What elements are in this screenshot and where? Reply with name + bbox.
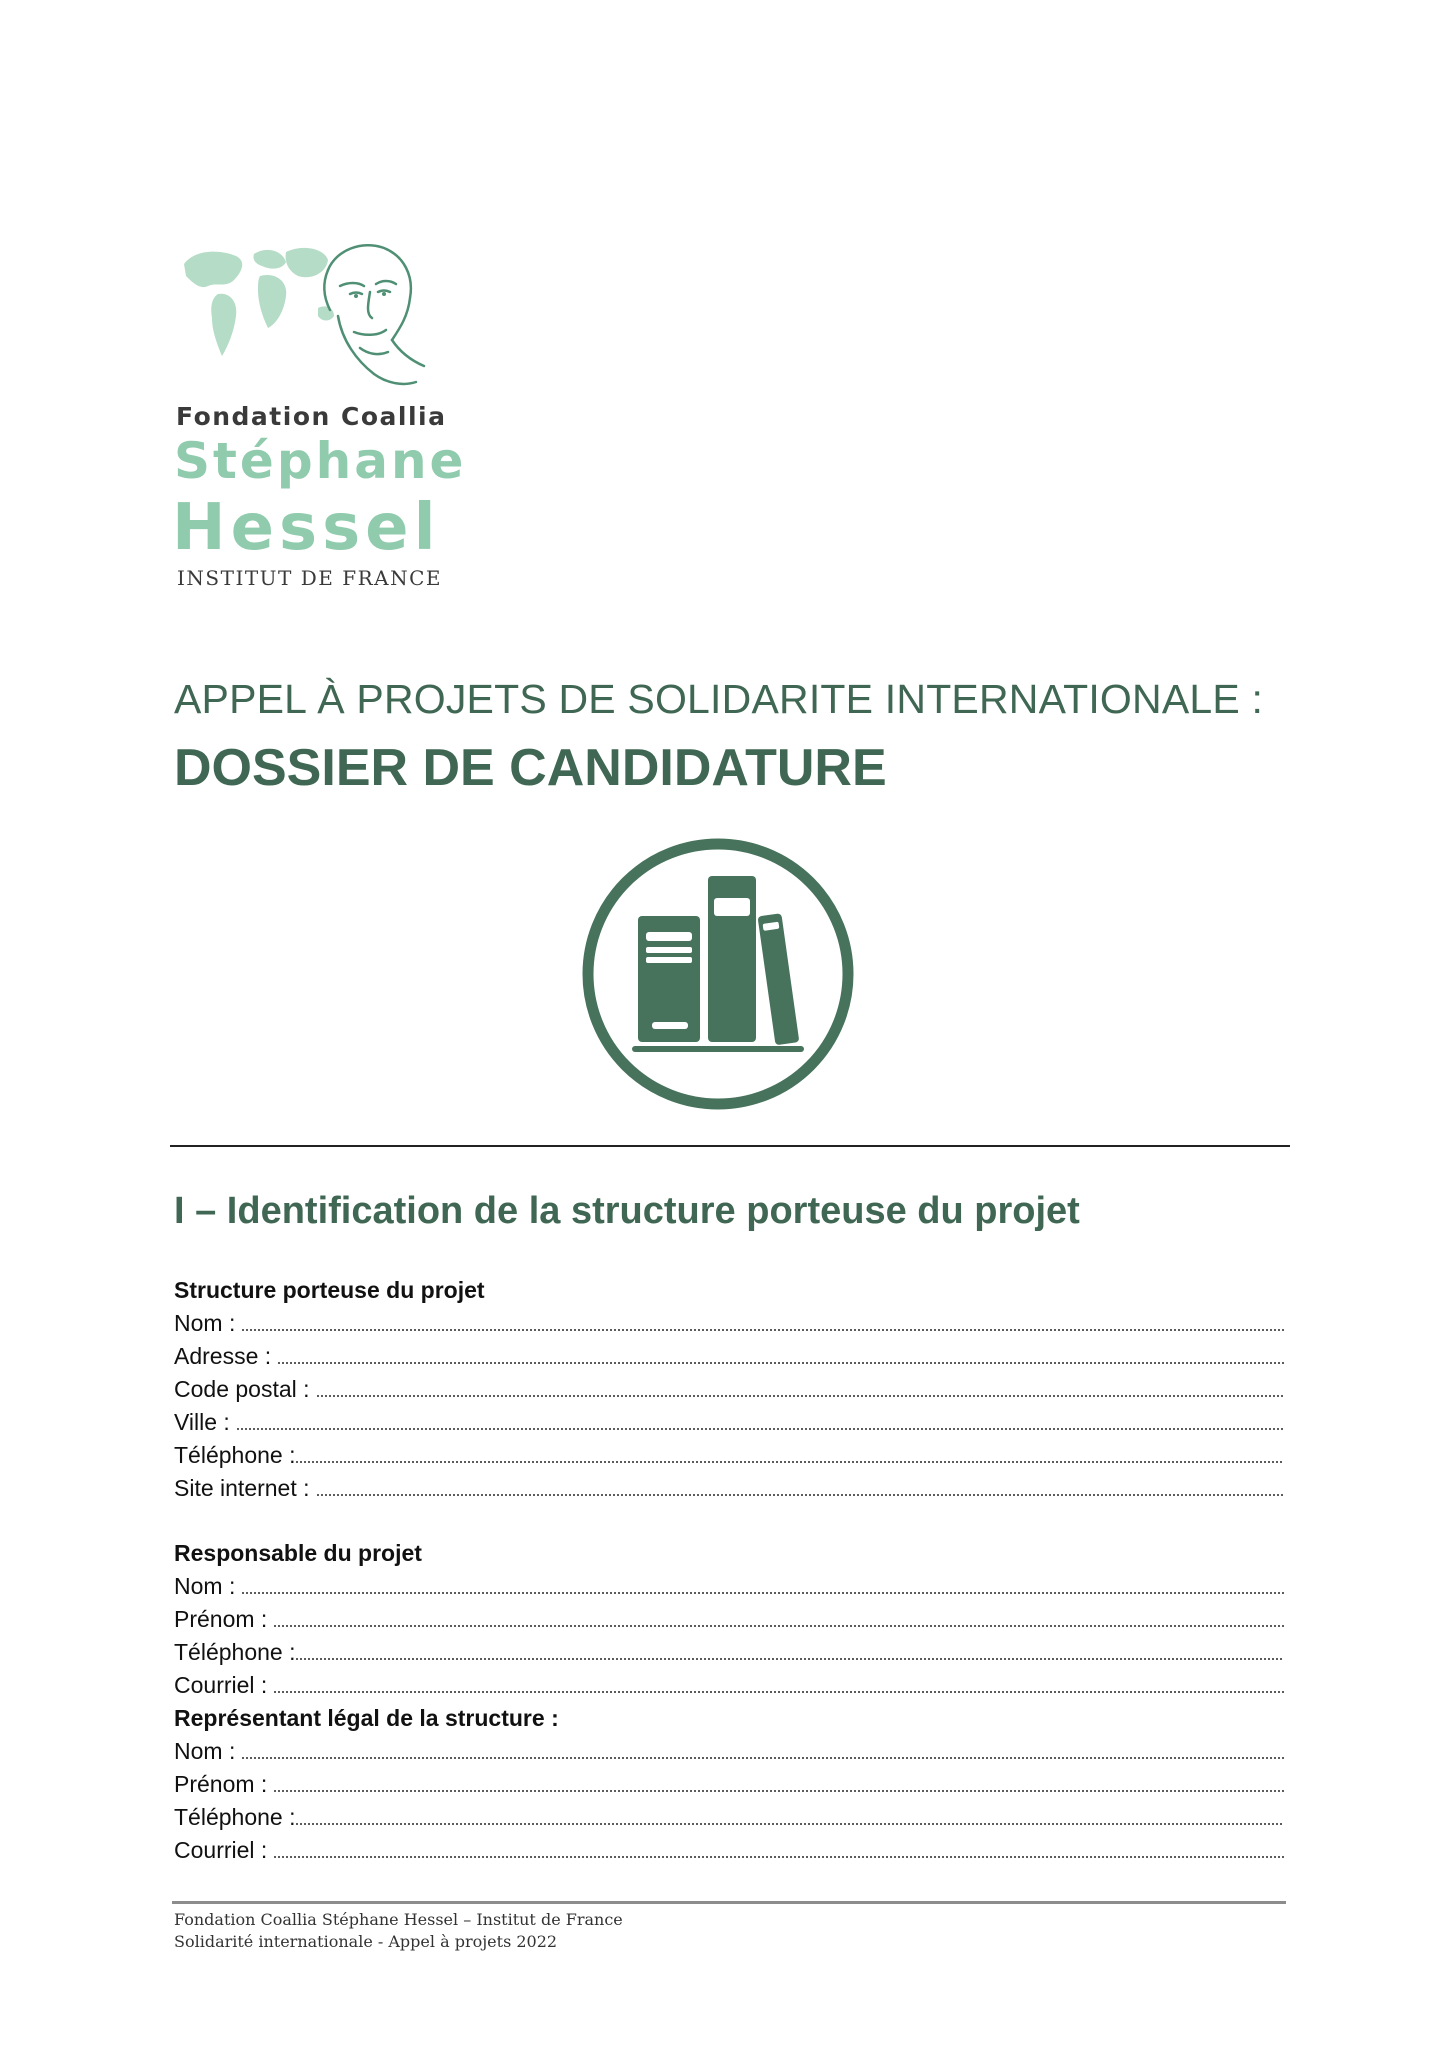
document-title: DOSSIER DE CANDIDATURE — [174, 739, 887, 797]
fill-line[interactable] — [295, 1455, 1284, 1464]
footer-line-1: Fondation Coallia Stéphane Hessel – Institut de France — [174, 1910, 623, 1929]
field-representant-telephone[interactable] — [174, 1801, 1284, 1834]
fill-line[interactable] — [236, 1422, 1284, 1431]
group-title-representant: Représentant légal de la structure : — [174, 1705, 559, 1731]
field-label: Courriel : — [174, 1672, 268, 1698]
field-structure-telephone[interactable] — [174, 1439, 1284, 1472]
field-label: Code postal : — [174, 1376, 310, 1402]
field-responsable-courriel[interactable] — [174, 1669, 1284, 1702]
field-representant-prenom[interactable] — [174, 1768, 1284, 1801]
fill-line[interactable] — [295, 1817, 1284, 1826]
logo-image — [178, 236, 440, 404]
field-label: Téléphone : — [174, 1442, 296, 1468]
field-representant-nom[interactable] — [174, 1735, 1284, 1768]
field-representant-courriel[interactable] — [174, 1834, 1284, 1867]
fill-line[interactable] — [277, 1356, 1284, 1365]
field-label: Téléphone : — [174, 1639, 296, 1665]
field-responsable-prenom[interactable] — [174, 1603, 1284, 1636]
fill-line[interactable] — [273, 1619, 1284, 1628]
field-label: Nom : — [174, 1738, 236, 1764]
field-label: Prénom : — [174, 1606, 268, 1632]
fill-line[interactable] — [316, 1488, 1284, 1497]
field-label: Ville : — [174, 1409, 230, 1435]
field-structure-nom[interactable] — [174, 1307, 1284, 1340]
field-label: Prénom : — [174, 1771, 268, 1797]
field-label: Courriel : — [174, 1837, 268, 1863]
fill-line[interactable] — [273, 1784, 1284, 1793]
field-label: Téléphone : — [174, 1804, 296, 1830]
field-label: Adresse : — [174, 1343, 272, 1369]
footer-line-2: Solidarité internationale - Appel à projets 2022 — [174, 1932, 558, 1951]
logo-last-name: Hessel — [172, 491, 441, 565]
field-structure-adresse[interactable] — [174, 1340, 1284, 1373]
fill-line[interactable] — [295, 1652, 1284, 1661]
logo-institute: INSTITUT DE FRANCE — [177, 566, 443, 590]
identification-form — [174, 1274, 1284, 1867]
fill-line[interactable] — [241, 1751, 1284, 1760]
fill-line[interactable] — [241, 1323, 1284, 1332]
section-heading: I – Identification de la structure porteuse du projet — [174, 1190, 1080, 1232]
call-title: APPEL À PROJETS DE SOLIDARITE INTERNATIONALE : — [174, 676, 1264, 722]
fill-line[interactable] — [273, 1850, 1284, 1859]
logo-first-name: Stéphane — [174, 432, 467, 490]
field-structure-ville[interactable] — [174, 1406, 1284, 1439]
field-responsable-nom[interactable] — [174, 1570, 1284, 1603]
fill-line[interactable] — [241, 1586, 1284, 1595]
footer-divider — [172, 1901, 1286, 1904]
field-structure-code-postal[interactable] — [174, 1373, 1284, 1406]
field-responsable-telephone[interactable] — [174, 1636, 1284, 1669]
fill-line[interactable] — [273, 1685, 1284, 1694]
field-label: Site internet : — [174, 1475, 310, 1501]
field-structure-site-internet[interactable] — [174, 1472, 1284, 1505]
group-title-responsable: Responsable du projet — [174, 1540, 422, 1566]
group-title-structure: Structure porteuse du projet — [174, 1277, 485, 1303]
fill-line[interactable] — [316, 1389, 1284, 1398]
logo-foundation-name: Fondation Coallia — [176, 402, 447, 431]
section-divider — [170, 1145, 1290, 1147]
books-icon — [580, 836, 856, 1112]
field-label: Nom : — [174, 1573, 236, 1599]
field-label: Nom : — [174, 1310, 236, 1336]
